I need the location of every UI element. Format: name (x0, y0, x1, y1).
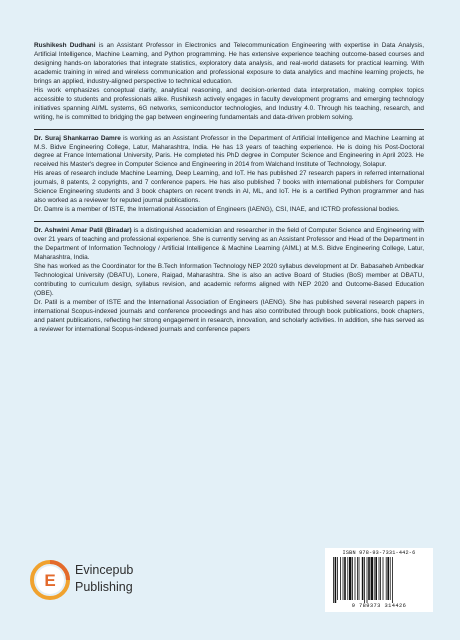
author-bios (34, 42, 424, 335)
publisher-logo-icon (30, 560, 70, 600)
bio-text: His work emphasizes conceptual clarity, analytical reasoning, and decision-oriented data interpretation, making complex topics accessible to students and professionals alike. Rushikesh actively engages in faculty development programs and emerging technology initiatives spanning AI/ML systems, 6G networks, semiconductor technologies, and Industry 4.0. Through his teaching, research, and writing, he is committed to bridging the gap between engineering fundamentals and data-driven problem solving. (34, 86, 424, 121)
publisher-name-line2: Publishing (75, 580, 133, 594)
bio-paragraph (34, 227, 424, 263)
bio-suraj-damre (34, 135, 424, 216)
bio-paragraph (34, 42, 424, 87)
bio-text: is a distinguished academician and researcher in the field of Computer Science and Engineering with over 21 years of teaching and professional experience. She is currently serving as an Assistant Professor and Head of the Department in the Department of Information Technology / Artificial Intelligence & Machine Learning (AIML) at M.S. Bidve Engineering College, Latur, Maharashtra, India. (34, 227, 424, 262)
bio-text: is an Assistant Professor in Electronics and Telecommunication Engineering with expertise in Data Analysis, Artificial Intelligence, Machine Learning, and Python programming. He has extensive experience teaching outcome-based courses and designing hands-on laboratories that integrate statistics, exploratory data analysis, and real-world datasets for practical learning. With academic training in wired and wireless communication and professional exposure to data analytics and machine learning projects, he brings an applied, industry-aligned perspective to technical education. (34, 42, 424, 85)
isbn-barcode (325, 548, 433, 612)
bio-text: Dr. Patil is a member of ISTE and the International Association of Engineers (IAENG). She has published several research papers in international Scopus-indexed journals and conference proceedings and has also contributed through book publications, book chapters, and patent publications, reflecting her strong engagement in research, innovation, and scholarly activities. In addition, she has served as a reviewer for international Scopus-indexed journals and conference papers (34, 298, 424, 333)
bio-text: is working as an Assistant Professor in the Department of Artificial Intelligence and Machine Learning at M.S. Bidve Engineering College, Latur, Maharashtra, India. He has 13 years of teaching experience. He is doing his Post-Doctoral degree at France International University, Paris. He completed his PhD degree in Computer Science and Engineering in April 2023. He received his Master's degree in Computer Science and Engineering in 2014 from Walchand Institute of Technology, Solapur. (34, 134, 424, 169)
author-name: Dr. Suraj Shankarrao Damre (34, 134, 121, 142)
divider (34, 221, 424, 222)
publisher-logo (30, 557, 160, 603)
bio-paragraph (34, 135, 424, 171)
publisher-name (75, 563, 133, 595)
publisher-name-line1: Evincepub (75, 563, 134, 577)
bio-paragraph (34, 263, 424, 299)
logo-letter: E (44, 571, 56, 590)
bio-text: She has worked as the Coordinator for the B.Tech Information Technology NEP 2020 syllabus development at Dr. Babasaheb Ambedkar Technological University (DBATU), Lonere, Raigad, Maharashtra. She is also an active Board of Studies (BoS) member at DBATU, contributing to curriculum design, syllabus revision, and academic reforms aligned with NEP 2020 and Outcome-Based Education (OBE). (34, 262, 424, 297)
barcode-icon (329, 557, 429, 603)
divider (34, 129, 424, 130)
isbn-label: ISBN 978-93-7331-442-6 (342, 550, 416, 556)
bio-rushikesh-dudhani (34, 42, 424, 123)
bio-paragraph (34, 299, 424, 335)
bio-paragraph (34, 170, 424, 206)
bio-paragraph (34, 87, 424, 123)
bio-text: His areas of research include Machine Learning, Deep Learning, and IoT. He has published 27 research papers in referred international journals, 8 patents, 2 copyrights, and 7 conference papers. He has also published 7 books with international publishers for Computer Science Engineering students and 3 book chapters on recent trends in AI, ML, and IoT. He is a certified Python programmer and has also worked as a reviewer for reputed journal publications. (34, 170, 424, 205)
bio-ashwini-patil (34, 227, 424, 334)
bio-text: Dr. Damre is a member of ISTE, the International Association of Engineers (IAENG), CSI, INAE, and ICTRD professional bodies. (34, 206, 400, 214)
author-name: Dr. Ashwini Amar Patil (Biradar) (34, 227, 132, 235)
bio-paragraph (34, 206, 424, 215)
author-name: Rushikesh Dudhani (34, 42, 96, 49)
barcode-digits: 9 789373 314426 (351, 603, 407, 609)
